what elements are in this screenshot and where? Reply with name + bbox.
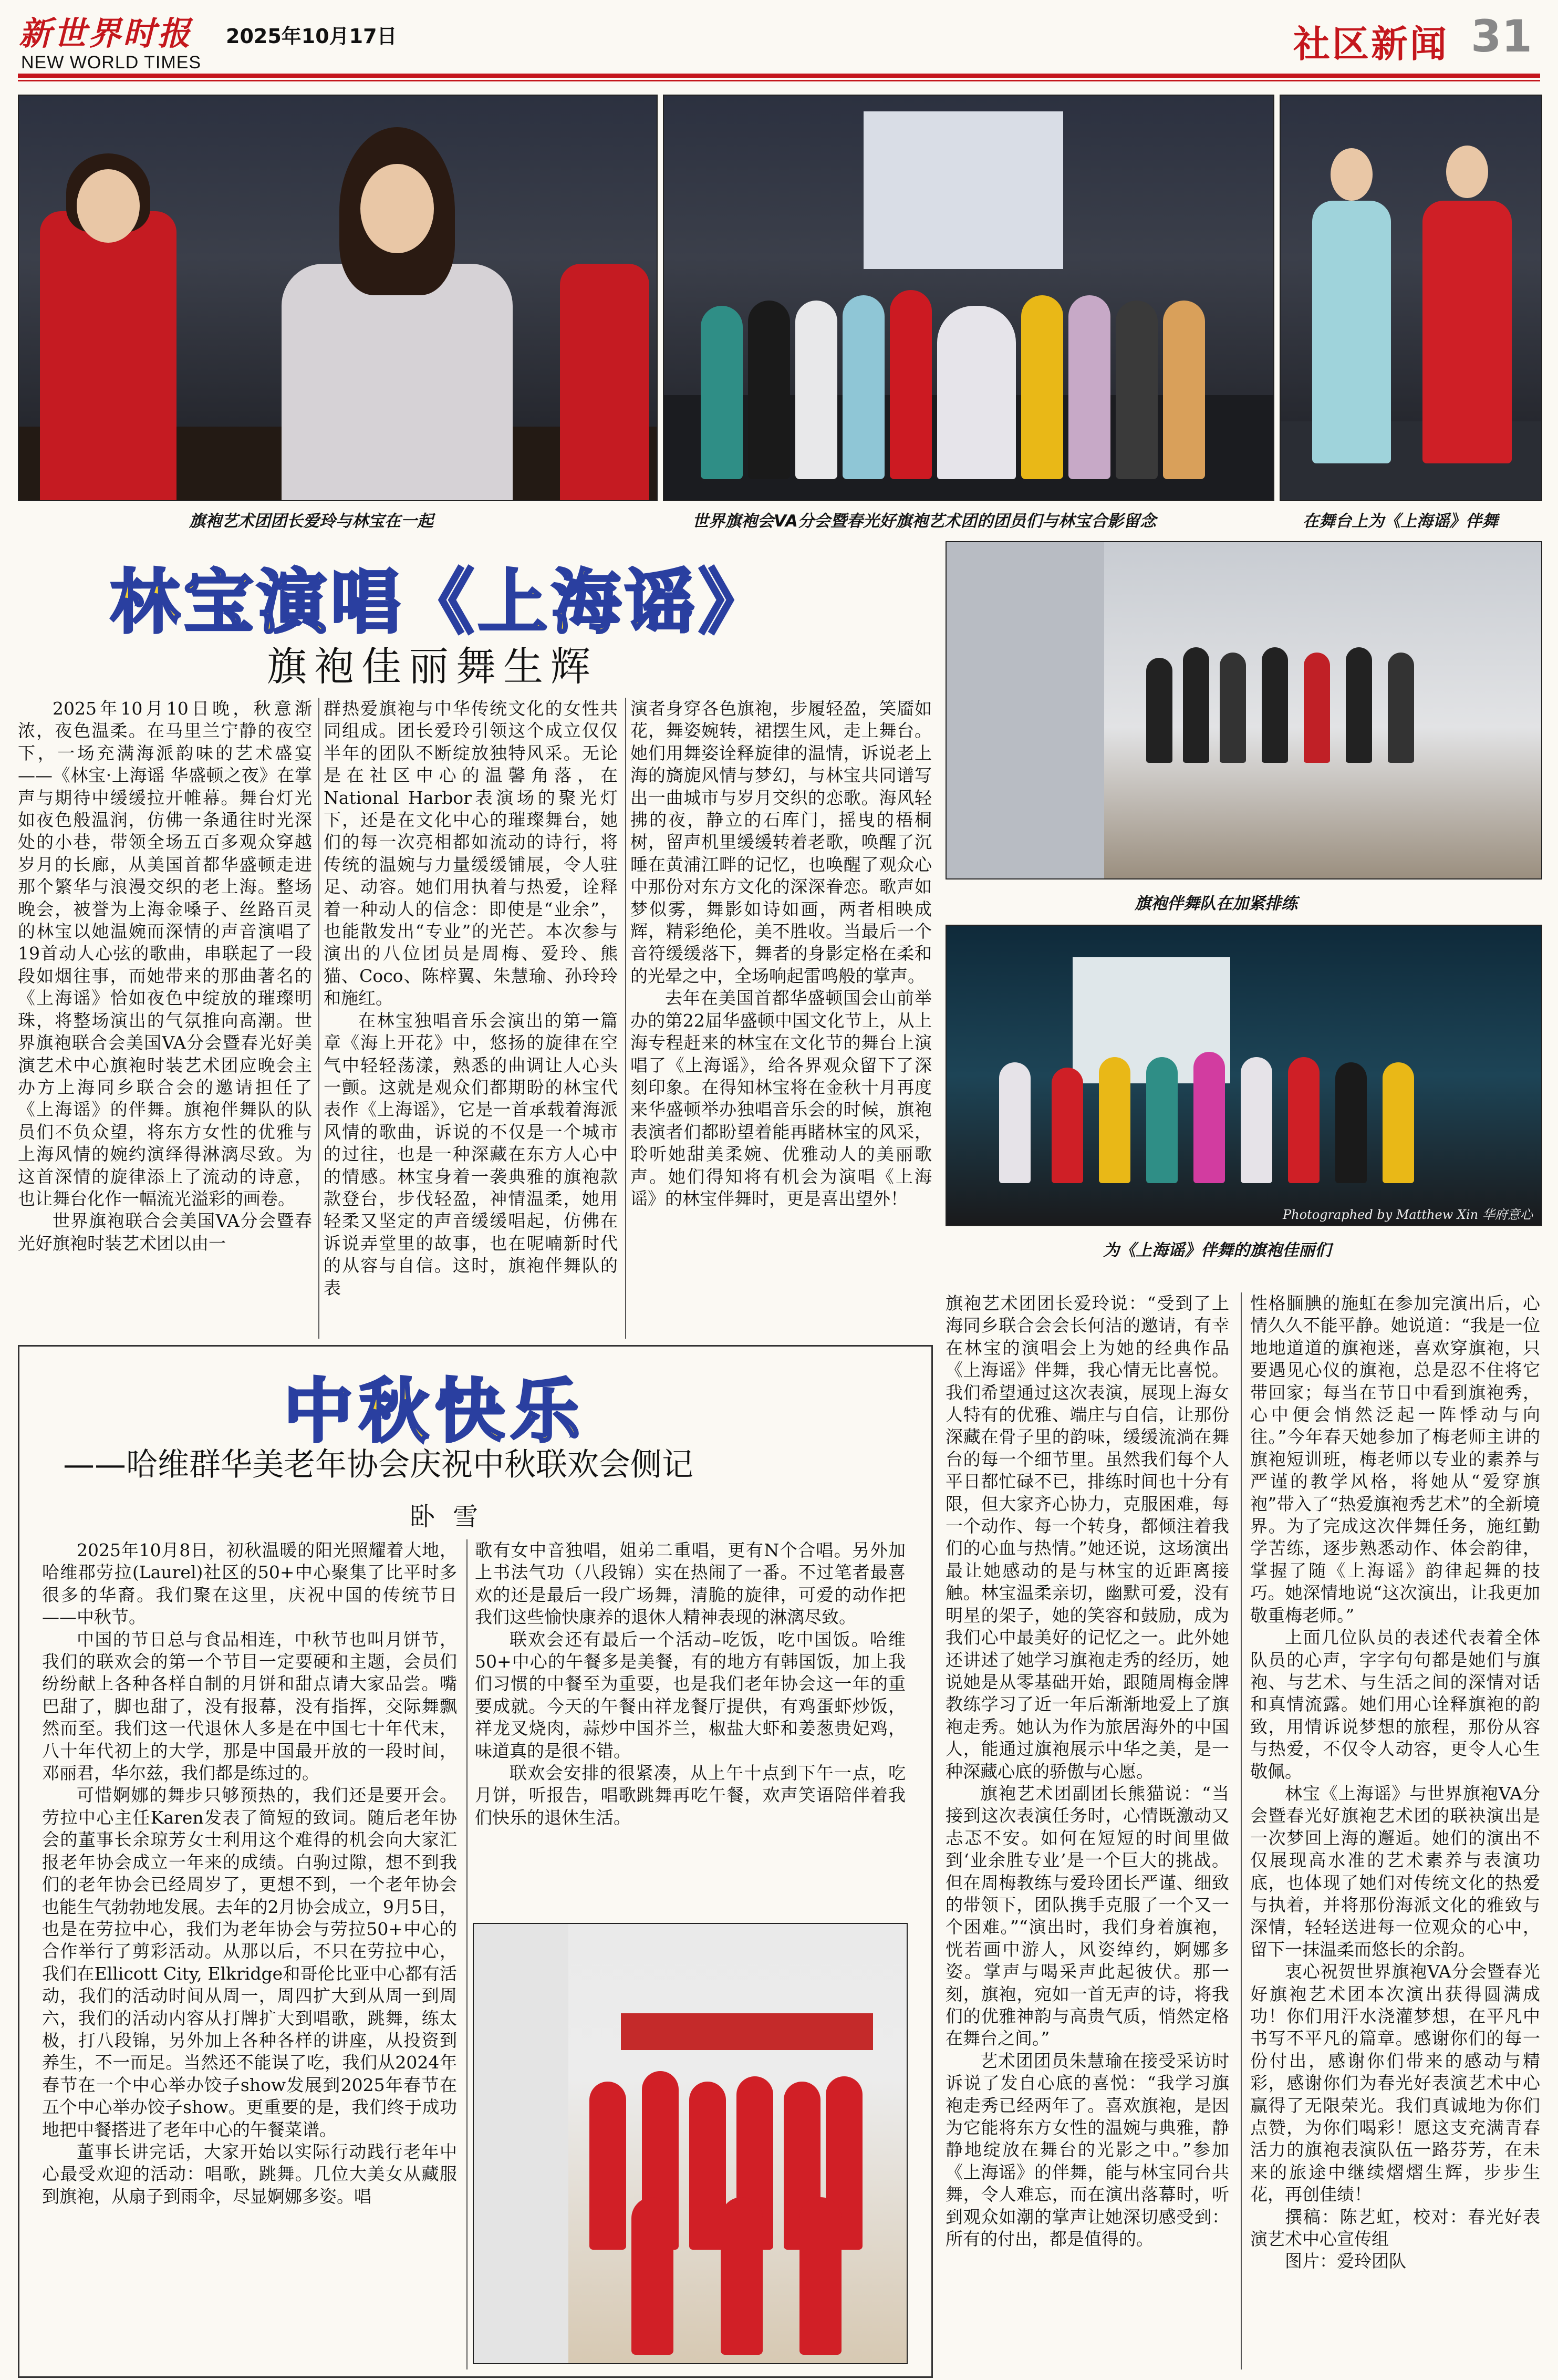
paragraph: 联欢会安排的很紧凑，从上午十点到下午一点，吃月饼，听报告，唱歌跳舞再吃午餐，欢声笑语陪伴着我们快乐的退休生活。 bbox=[475, 1763, 906, 1828]
paragraph: 可惜婀娜的舞步只够预热的，我们还是要开会。劳拉中心主任Karen发表了简短的致词。随后老年协会的董事长余琼芳女士利用这个难得的机会向大家汇报老年协会成立一年来的成绩。白驹过隙，想不到我们的老年协会已经周岁了，更想不到，一个老年协会也能生气勃勃地发展。去年的2月协会成立，9月5日，也是在劳拉中心，我们为老年协会与劳拉50+中心的合作举行了剪彩活动。从那以后，不只在劳拉中心，我们在Ellicott City, Elkridge和哥伦比亚中心都有活动，我们的活动时间从周一，周四扩大到从周一到周六，我们的活动内容从打牌扩大到唱歌，跳舞，练太极，打八段锦，另外加上各种各样的讲座，从投资到养生，不一而足。当然还不能误了吃，我们从2024年春节在一个中心举办饺子show发展到2025年春节在五个中心举办饺子show。更重要的是，我们终于成功地把中餐搭进了老年中心的午餐菜谱。 bbox=[42, 1785, 457, 2140]
photo-credit: Photographed by Matthew Xin 华府意心 bbox=[1283, 1207, 1533, 1222]
photo-caption: 世界旗袍会VA分会暨春光好旗袍艺术团的团员们与林宝合影留念 bbox=[692, 512, 1156, 531]
paragraph: 董事长讲完话，大家开始以实际行动践行老年中心最受欢迎的活动：唱歌，跳舞。几位大美女从藏服到旗袍，从扇子到雨伞，尽显婀娜多姿。唱 bbox=[42, 2141, 457, 2207]
paragraph: 性格腼腆的施虹在参加完演出后，心情久久不能平静。她说道：“我是一位地地道道的旗袍迷，喜欢穿旗袍，只要遇见心仪的旗袍，总是忍不住将它带回家；每当在节日中看到旗袍秀，心中便会悄然泛起一阵悸动与向往。”今年春天她参加了梅老师主讲的旗袍短训班，梅老师以专业的素养与严谨的教学风格，将她从“爱穿旗袍”带入了“热爱旗袍秀艺术”的全新境界。为了完成这次伴舞任务，施红勤学苦练，逐步熟悉动作、体会韵律，掌握了随《上海谣》韵律起舞的技巧。她深情地说“这次演出，让我更加敬重梅老师。” bbox=[1250, 1293, 1540, 1626]
paragraph: 2025年10月10日晚，秋意渐浓，夜色温柔。在马里兰宁静的夜空下，一场充满海派韵味的艺术盛宴——《林宝·上海谣 华盛顿之夜》在掌声与期待中缓缓拉开帷幕。舞台灯光如夜色般温润，仿佛一条通往时光深处的小巷，带领全场五百多观众穿越岁月的长廊，从美国首都华盛顿走进那个繁华与浪漫交织的老上海。整场晚会，被誉为上海金嗓子、丝路百灵的林宝以她温婉而深情的声音演唱了19首动人心弦的歌曲，串联起了一段段如烟往事，而她带来的那曲著名的《上海谣》恰如夜色中绽放的璀璨明珠，将整场演出的气氛推向高潮。世界旗袍联合会美国VA分会暨春光好美演艺术中心旗袍时装艺术团应晚会主办方上海同乡联合会的邀请担任了《上海谣》的伴舞。旗袍伴舞队的队员们不负众望，将东方女性的优雅与上海风情的婉约演绎得淋漓尽致。为这首深情的旋律添上了流动的诗意，也让舞台化作一幅流光溢彩的画卷。 bbox=[18, 698, 312, 1209]
paragraph: 旗袍艺术团副团长熊猫说：“当接到这次表演任务时，心情既激动又忐忑不安。如何在短短的时间里做到‘业余胜专业’是一个巨大的挑战。但在周梅教练与爱玲团长严谨、细致的带领下，团队携手克服了一个又一个困难。”“演出时，我们身着旗袍，恍若画中游人，风姿绰约，婀娜多姿。掌声与喝采声此起彼伏。那一刻，旗袍，宛如一首无声的诗，将我们的优雅神韵与高贵气质，悄然定格在舞台之间。” bbox=[946, 1783, 1229, 2049]
paragraph: 2025年10月8日，初秋温暖的阳光照耀着大地，哈维郡劳拉(Laurel)社区的50+中心聚集了比平时多很多的华裔。我们聚在这里，庆祝中国的传统节日——中秋节。 bbox=[42, 1540, 457, 1628]
column-divider bbox=[318, 698, 319, 1339]
article-column bbox=[1250, 1292, 1540, 2369]
photo-rehearsal bbox=[946, 541, 1542, 879]
section-title: 社区新闻 bbox=[1293, 23, 1449, 66]
paragraph: 去年在美国首都华盛顿国会山前举办的第22届华盛顿中国文化节上，从上海专程赶来的林宝在文化节的舞台上演唱了《上海谣》，给各界观众留下了深刻印象。在得知林宝将在金秋十月再度来华盛顿举办独唱音乐会的时候，旗袍表演者们都盼望着能再睹林宝的风采，聆听她甜美柔婉、优雅动人的美丽歌声。她们得知将有机会为演唱《上海谣》的林宝伴舞时，更是喜出望外！ bbox=[630, 988, 932, 1209]
photo-stage-performers bbox=[946, 925, 1542, 1226]
article-subtitle: 旗袍佳丽舞生辉 bbox=[267, 643, 598, 690]
paragraph: 歌有女中音独唱，姐弟二重唱，更有N个合唱。另外加上书法气功（八段锦）实在热闹了一番。不过笔者最喜欢的还是最后一段广场舞，清脆的旋律，可爱的动作把我们这些愉快康养的退休人精神表现的淋漓尽致。 bbox=[475, 1540, 906, 1628]
issue-date: 2025年10月17日 bbox=[226, 25, 397, 48]
paragraph: 旗袍艺术团团长爱玲说：“受到了上海同乡联合会会长何洁的邀请，有幸在林宝的演唱会上为她的经典作品《上海谣》伴舞，我心情无比喜悦。我们希望通过这次表演，展现上海女人特有的优雅、端庄与自信，让那份深藏在骨子里的韵味，缓缓流淌在舞台的每一个细节里。虽然我们每个人平日都忙碌不已，排练时间也十分有限，但大家齐心协力，克服困难，每一个动作、每一个转身，都倾注着我们的心血与热情。”她还说，这场演出最让她感动的是与林宝的近距离接触。林宝温柔亲切，幽默可爱，没有明星的架子，她的笑容和鼓励，成为我们心中最美好的记忆之一。此外她还讲述了她学习旗袍走秀的经历，她说她是从零基础开始，跟随周梅金牌教练学习了近一年后渐渐地爱上了旗袍走秀。她认为作为旅居海外的中国人，能通过旗袍展示中华之美，是一种深藏心底的骄傲与心愿。 bbox=[946, 1293, 1229, 1782]
header-rule-thin bbox=[18, 80, 1540, 81]
paragraph: 图片：爱玲团队 bbox=[1285, 2251, 1406, 2272]
masthead-english: NEW WORLD TIMES bbox=[21, 53, 202, 73]
photo-caption: 旗袍艺术团团长爱玲与林宝在一起 bbox=[189, 512, 433, 531]
column-divider bbox=[625, 698, 626, 1339]
article-column bbox=[18, 698, 312, 1339]
article-column bbox=[475, 1539, 906, 1855]
article-column bbox=[324, 698, 618, 1339]
photo-caption: 为《上海谣》伴舞的旗袍佳丽们 bbox=[1103, 1241, 1331, 1260]
paragraph: 艺术团团员朱慧瑜在接受采访时诉说了发自心底的喜悦：“我学习旗袍走秀已经两年了。喜欢旗袍，是因为它能将东方女性的温婉与典雅，静静地绽放在舞台的光影之中。”参加《上海谣》的伴舞，能与林宝同台共舞，令人难忘，而在演出落幕时，听到观众如潮的掌声让她深切感受到：所有的付出，都是值得的。 bbox=[946, 2050, 1229, 2250]
paragraph: 在林宝独唱音乐会演出的第一篇章《海上开花》中，悠扬的旋律在空气中轻轻荡漾，熟悉的曲调让人心头一颤。这就是观众们都期盼的林宝代表作《上海谣》，它是一首承载着海派风情的歌曲，诉说的不仅是一个城市的过往，也是一种深藏在东方人心中的情感。林宝身着一袭典雅的旗袍款款登台，步伐轻盈，神情温柔，她用轻柔又坚定的声音缓缓唱起，仿佛在诉说弄堂里的故事，也在呢喃新时代的从容与自信。这时，旗袍伴舞队的表 bbox=[324, 1010, 618, 1298]
article-author: 卧雪 bbox=[410, 1502, 496, 1532]
photo-stage-dance bbox=[1280, 95, 1542, 501]
article-title: 中秋快乐 bbox=[284, 1371, 586, 1452]
article-column bbox=[630, 698, 932, 1339]
masthead: 新世界时报 bbox=[19, 14, 193, 53]
photo-caption: 在舞台上为《上海谣》伴舞 bbox=[1303, 512, 1498, 531]
paragraph: 世界旗袍联合会美国VA分会暨春光好旗袍时装艺术团以由一 bbox=[18, 1210, 312, 1254]
article-title: 林宝演唱《上海谣》 bbox=[110, 562, 772, 643]
paragraph: 衷心祝贺世界旗袍VA分会暨春光好旗袍艺术团本次演出获得圆满成功！你们用汗水浇灌梦想，在平凡中书写不平凡的篇章。感谢你们的每一份付出，感谢你们带来的感动与精彩，感谢你们为春光好表演艺术中心赢得了无限荣光。我们真诚地为你们点赞，为你们喝彩！愿这支充满青春活力的旗袍表演队伍一路芬芳，在未来的旅途中继续熠熠生辉，步步生花，再创佳绩！ bbox=[1250, 1961, 1540, 2205]
paragraph: 中国的节日总与食品相连，中秋节也叫月饼节，我们的联欢会的第一个节目一定要硬和主题，会员们纷纷献上各种各样自制的月饼和甜点请大家品尝。嘴巴甜了，脚也甜了，没有报幕，没有指挥，交际舞飘然而至。我们这一代退休人多是在中国七十年代末，八十年代初上的大学，那是中国最开放的一段时间，邓丽君，华尔兹，我们都是练过的。 bbox=[42, 1629, 457, 1784]
paragraph: 联欢会还有最后一个活动–吃饭，吃中国饭。哈维50+中心的午餐多是美餐，有的地方有韩国饭，加上我们习惯的中餐至为重要，也是我们老年协会这一年的重要成就。今天的午餐由祥龙餐厅提供，有鸡蛋虾炒饭，祥龙叉烧肉，蒜炒中国芥兰，椒盐大虾和姜葱贵妃鸡，味道真的是很不错。 bbox=[475, 1629, 906, 1761]
article-column bbox=[946, 1292, 1229, 2369]
header-rule bbox=[18, 74, 1540, 78]
column-divider bbox=[1241, 1292, 1242, 2369]
paragraph: 群热爱旗袍与中华传统文化的女性共同组成。团长爱玲引领这个成立仅仅半年的团队不断绽放独特风采。无论是在社区中心的温馨角落，在National Harbor表演场的聚光灯下，还是在文化中心的璀璨舞台，她们的每一次亮相都如流动的诗行，将传统的温婉与力量缓缓铺展，令人驻足、动容。她们用执着与热爱，诠释着一种动人的信念：即使是“业余”，也能散发出“专业”的光芒。本次参与演出的八位团员是周梅、爱玲、熊猫、Coco、陈梓翼、朱慧瑜、孙玲玲和施红。 bbox=[324, 698, 618, 1009]
paragraph: 撰稿：陈艺虹，校对：春光好表演艺术中心宣传组 bbox=[1250, 2206, 1540, 2250]
photo-caption: 旗袍伴舞队在加紧排练 bbox=[1135, 894, 1297, 913]
paragraph: 演者身穿各色旗袍，步履轻盈，笑靥如花，舞姿婉转，裙摆生风，走上舞台。她们用舞姿诠释旋律的温情，诉说老上海的旖旎风情与梦幻，与林宝共同谱写出一曲城市与岁月交织的恋歌。海风轻拂的夜，静立的石库门，摇曳的梧桐树，留声机里缓缓转着老歌，唤醒了沉睡在黄浦江畔的记忆，也唤醒了观众心中那份对东方文化的深深眷恋。歌声如梦似雾，舞影如诗如画，两者相映成辉，精彩绝伦，美不胜收。当最后一个音符缓缓落下，舞者的身影定格在柔和的光晕之中，全场响起雷鸣般的掌声。 bbox=[630, 698, 932, 986]
photo-group-with-linbao bbox=[663, 95, 1274, 501]
article-column bbox=[42, 1539, 457, 2369]
page-number: 31 bbox=[1471, 11, 1532, 62]
paragraph: 林宝《上海谣》与世界旗袍VA分会暨春光好旗袍艺术团的联袂演出是一次梦回上海的邂逅。她们的演出不仅展现高水准的艺术素养与表演功底，也体现了她们对传统文化的热爱与执着，并将那份海派文化的雅致与深情，轻轻送进每一位观众的心中，留下一抹温柔而悠长的余韵。 bbox=[1250, 1783, 1540, 1960]
paragraph: 上面几位队员的表述代表着全体队员的心声，字字句句都是她们与旗袍、与艺术、与生活之间的深情对话和真情流露。她们用心诠释旗袍的韵致，用情诉说梦想的旅程，那份从容与热爱，不仅令人动容，更令人心生敬佩。 bbox=[1250, 1627, 1540, 1782]
column-divider bbox=[466, 1539, 468, 2369]
photo-dance-event bbox=[473, 1923, 908, 2364]
photo-leader-with-linbao bbox=[18, 95, 658, 501]
article-subtitle: ——哈维群华美老年协会庆祝中秋联欢会侧记 bbox=[63, 1446, 693, 1483]
